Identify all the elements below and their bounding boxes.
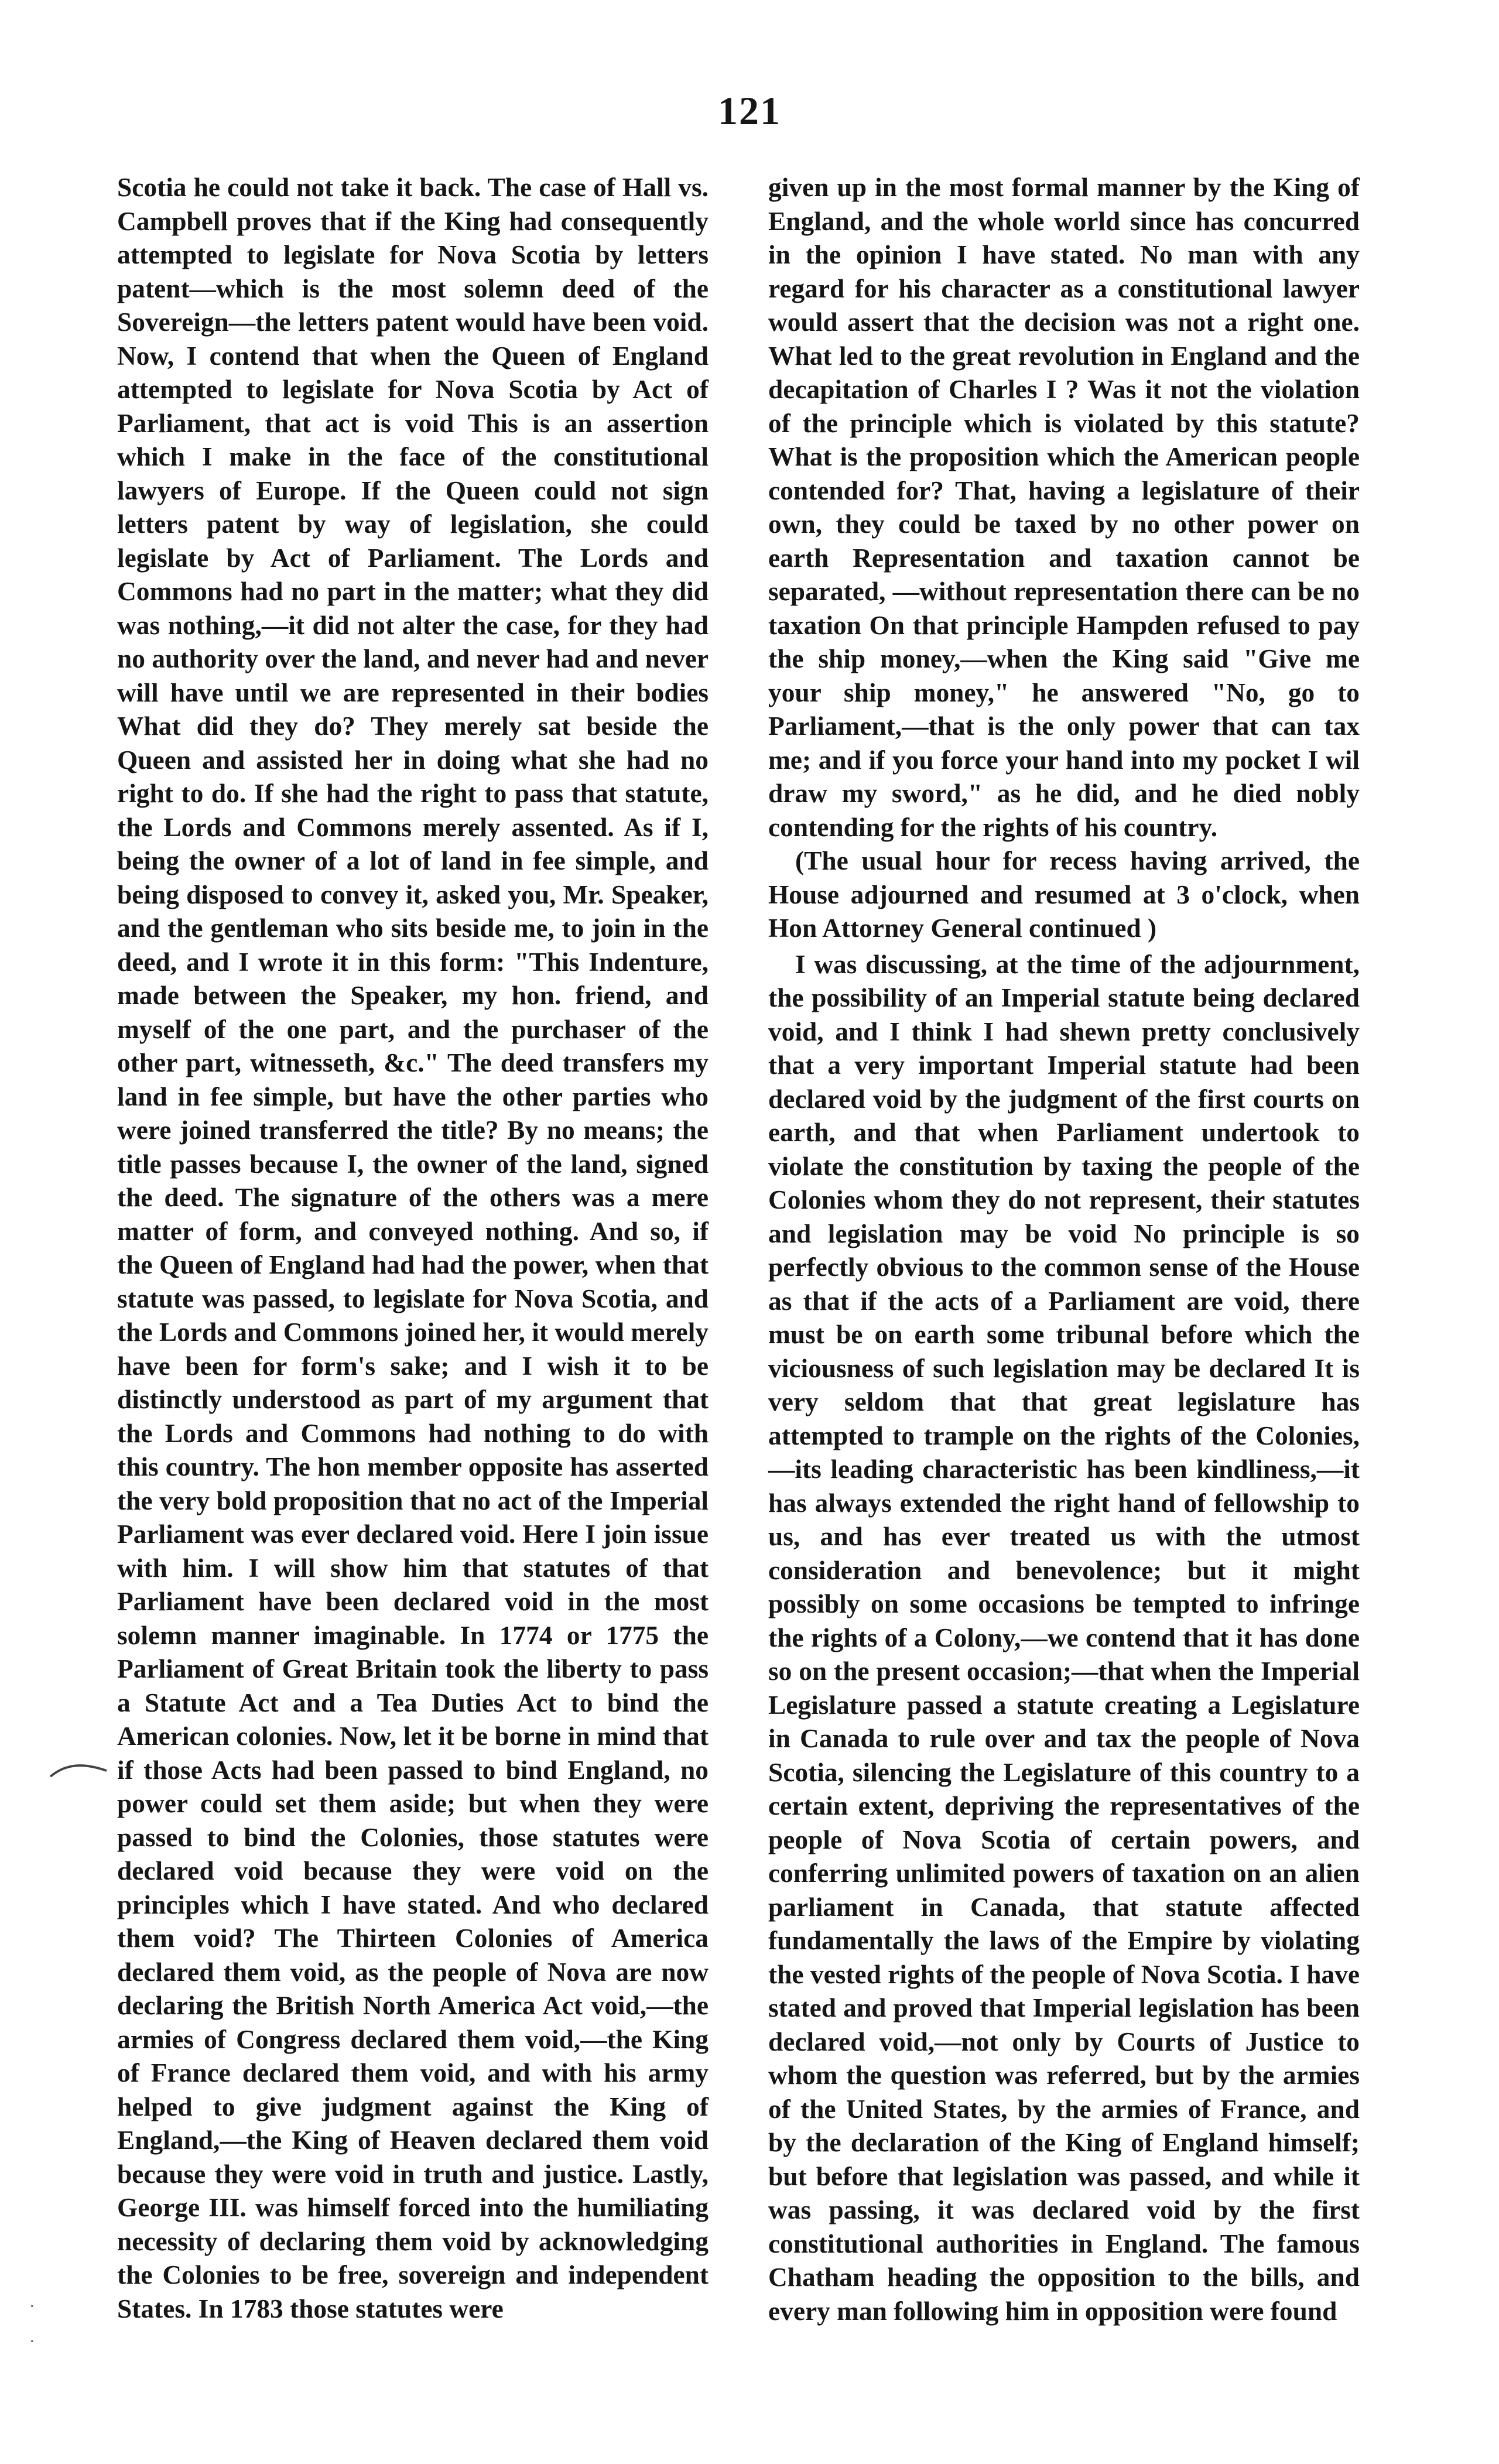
- edge-mark-2: ·: [29, 2333, 35, 2351]
- right-paragraph-1: given up in the most formal manner by the King of England, and the whole world since has concurred in the opinion I have stated. No man with any regard for his character as a constitutional lawyer would assert that the decision was not a right one. What led to the great revolution in England and the decapitation of Charles I ? Was it not the violation of the principle which is violated by this statute? What is the proposition which the American people contended for? That, having a legislature of their own, they could be taxed by no other power on earth Representation and taxation cannot be separated, —without representation there can be no taxation On that principle Hampden refused to pay the ship money,—when the King said "Give me your ship money," he answered "No, go to Parliament,—that is the only power that can tax me; and if you force your hand into my pocket I wil draw my sword," as he did, and he died nobly contending for the rights of his country.: [768, 173, 1360, 842]
- edge-mark-1: ·: [29, 2298, 35, 2316]
- page-number: 121: [718, 88, 781, 133]
- right-column: [768, 171, 1360, 2328]
- left-paragraph-1: Scotia he could not take it back. The case of Hall vs. Campbell proves that if the King had consequently attempted to legislate for Nova Scotia by letters patent—which is the most solemn deed of the Sovereign—the letters patent would have been void. Now, I contend that when the Queen of England attempted to legislate for Nova Scotia by Act of Parliament, that act is void This is an assertion which I make in the face of the constitutional lawyers of Europe. If the Queen could not sign letters patent by way of legislation, she could legislate by Act of Parliament. The Lords and Commons had no part in the matter; what they did was nothing,—it did not alter the case, for they had no authority over the land, and never had and never will have until we are represented in their bodies What did they do? They merely sat beside the Queen and assisted her in doing what she had no right to do. If she had the right to pass that statute, the Lords and Commons merely assented. As if I, being the owner of a lot of land in fee simple, and being disposed to convey it, asked you, Mr. Speaker, and the gentleman who sits beside me, to join in the deed, and I wrote it in this form: "This Indenture, made between the Speaker, my hon. friend, and myself of the one part, and the purchaser of the other part, witnesseth, &c." The deed transfers my land in fee simple, but have the other parties who were joined transferred the title? By no means; the title passes because I, the owner of the land, signed the deed. The signature of the others was a mere matter of form, and conveyed nothing. And so, if the Queen of England had had the power, when that statute was passed, to legislate for Nova Scotia, and the Lords and Commons joined her, it would merely have been for form's sake; and I wish it to be distinctly understood as part of my argument that the Lords and Commons had nothing to do with this country. The hon member opposite has asserted the very bold proposition that no act of the Imperial Parliament was ever declared void. Here I join issue with him. I will show him that statutes of that Parliament have been declared void in the most solemn manner imaginable. In 1774 or 1775 the Parliament of Great Britain took the liberty to pass a Statute Act and a Tea Duties Act to bind the American colonies. Now, let it be borne in mind that if those Acts had been passed to bind England, no power could set them aside; but when they were passed to bind the Colonies, those statutes were declared void because they were void on the principles which I have stated. And who declared them void? The Thirteen Colonies of America declared them void, as the people of Nova are now declaring the British North America Act void,—the armies of Congress declared them void,—the King of France declared them void, and with his army helped to give judgment against the King of England,—the King of Heaven declared them void because they were void in truth and justice. Lastly, George III. was himself forced into the humiliating necessity of declaring them void by acknowledging the Colonies to be free, sovereign and independent States. In 1783 those statutes were: [117, 173, 709, 2323]
- right-paragraph-2-recess-note: (The usual hour for recess having arrived, the House adjourned and resumed at 3 o'clock, when Hon Attorney General continued ): [768, 846, 1360, 943]
- right-paragraph-3: I was discussing, at the time of the adjournment, the possibility of an Imperial statute being declared void, and I think I had shewn pretty conclusively that a very important Imperial statute had been declared void by the judgment of the first courts on earth, and that when Parliament undertook to violate the constitution by taxing the people of the Colonies whom they do not represent, their statutes and legislation may be void No principle is so perfectly obvious to the common sense of the House as that if the acts of a Parliament are void, there must be on earth some tribunal before which the viciousness of such legislation may be declared It is very seldom that that great legislature has attempted to trample on the rights of the Colonies,—its leading characteristic has been kindliness,—it has always extended the right hand of fellowship to us, and has ever treated us with the utmost consideration and benevolence; but it might possibly on some occasions be tempted to infringe the rights of a Colony,—we contend that it has done so on the present occasion;—that when the Imperial Legislature passed a statute creating a Legislature in Canada to rule over and tax the people of Nova Scotia, silencing the Legislature of this country to a certain extent, depriving the representatives of the people of Nova Scotia of certain powers, and conferring unlimited powers of taxation on an alien parliament in Canada, that statute affected fundamentally the laws of the Empire by violating the vested rights of the people of Nova Scotia. I have stated and proved that Imperial legislation has been declared void,—not only by Courts of Justice to whom the question was referred, but by the armies of the United States, by the armies of France, and by the declaration of the King of England himself; but before that legislation was passed, and while it was passing, it was declared void by the first constitutional authorities in England. The famous Chatham heading the opposition to the bills, and every man following him in opposition were found: [768, 949, 1360, 2326]
- margin-pencil-mark: [48, 1758, 112, 1781]
- left-column: [117, 171, 709, 2326]
